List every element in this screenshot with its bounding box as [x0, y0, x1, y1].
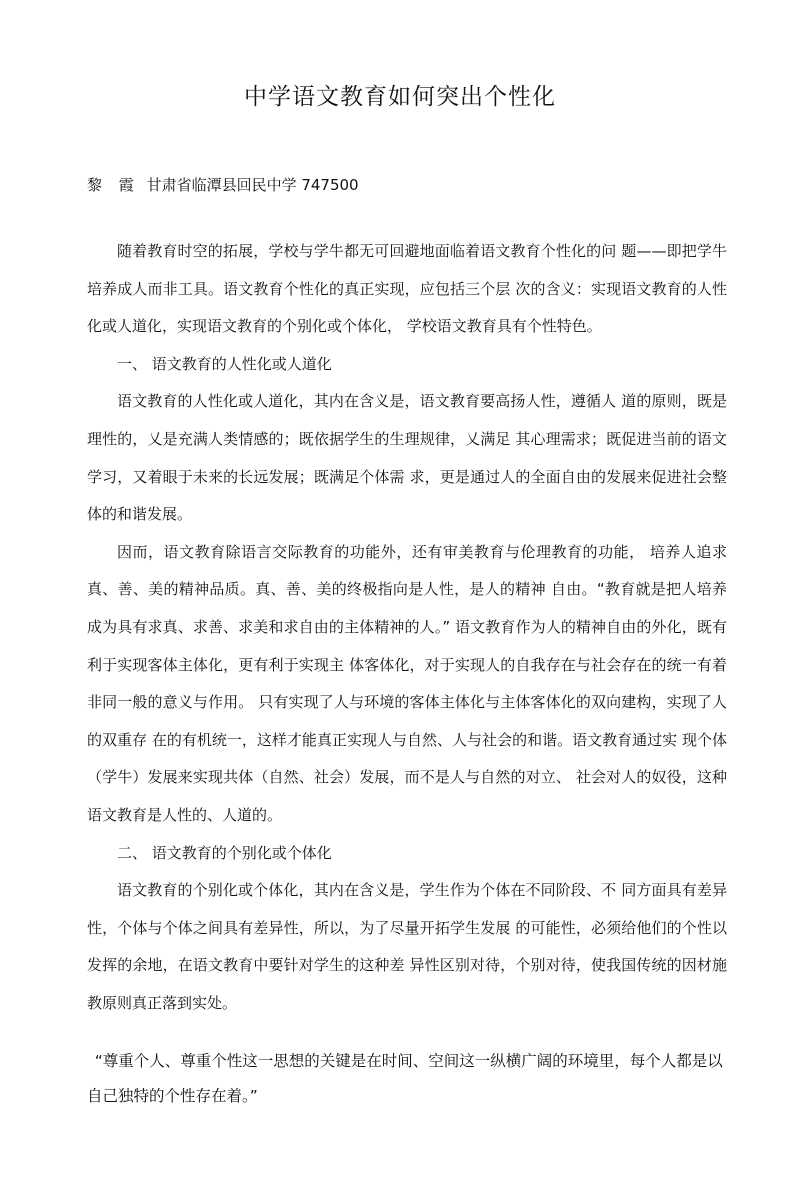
- author-affiliation: 甘肃省临潭县回民中学 747500: [146, 176, 359, 194]
- article-body: [87, 233, 727, 1022]
- quote-text: “尊重个人、尊重个性这一思想的关键是在时间、空间这一纵横广阔的环境里，每个人都是以自己独特的个性存在着。”: [87, 1052, 723, 1105]
- author-name: 黎 霞: [87, 176, 140, 194]
- paragraph-section-2: 语文教育的个别化或个体化，其内在含义是，学生作为个体在不同阶段、不 同方面具有差异性，个体与个体之间具有差异性，所以，为了尽量开拓学生发展 的可能性，必须给他们的个性以发挥的余地，在语文教育中要针对学生的这种差 异性区别对待，个别对待，使我国传统的因材施教原则真正落到实处。: [87, 881, 727, 1012]
- paragraph-section-1-cont: 因而，语文教育除语言交际教育的功能外，还有审美教育与伦理教育的功能， 培养人追求真、善、美的精神品质。真、善、美的终极指向是人性，是人的精神 自由。“教育就是把人培养成为具有求真、求善、求美和求自由的主体精神的人。” 语文教育作为人的精神自由的外化，既有利于实现客体主体化，更有利于实现主 体客体化，对于实现人的自我存在与社会存在的统一有着非同一般的意义与作用。 只有实现了人与环境的客体主体化与主体客体化的双向建构，实现了人的双重存 在的有机统一，这样才能真正实现人与自然、人与社会的和谐。语文教育通过实 现个体（学牛）发展来实现共体（自然、社会）发展，而不是人与自然的对立、 社会对人的奴役，这种语文教育是人性的、人道的。: [87, 542, 727, 824]
- paragraph-section-1: 语文教育的人性化或人道化，其内在含义是，语文教育要高扬人性，遵循人 道的原则，既是理性的，乂是充满人类情感的；既依据学生的生理规律，乂满足 其心理需求；既促进当前的语文学习，又着眼于未来的长远发展；既满足个体需 求，更是通过人的全面自由的发展来促进社会整体的和谐发展。: [87, 392, 727, 524]
- paragraph-intro: 随着教育时空的拓展，学校与学牛都无可回避地面临着语文教育个性化的问 题——即把学牛培养成人而非工具。语文教育个性化的真正实现，应包括三个层 次的含义：实现语文教育的人性化或人道化，实现语文教育的个别化或个体化， 学校语文教育具有个性特色。: [87, 242, 727, 336]
- section-heading-1: 一、 语文教育的人性化或人道化: [117, 354, 332, 373]
- quote-block: [87, 1044, 727, 1114]
- document-title: 中学语文教育如何突出个性化: [244, 84, 556, 110]
- author-line: [87, 174, 359, 195]
- section-heading-2: 二、 语文教育的个别化或个体化: [117, 843, 332, 862]
